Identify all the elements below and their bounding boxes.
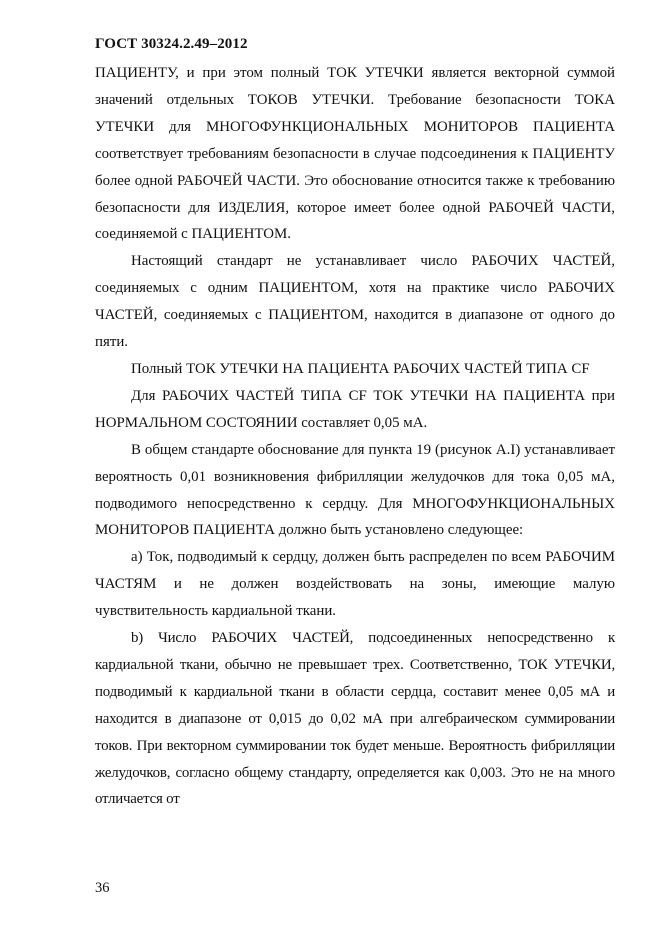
paragraph-total-leakage-heading: Полный ТОК УТЕЧКИ НА ПАЦИЕНТА РАБОЧИХ ЧАСТЕЙ ТИПА CF xyxy=(131,360,590,377)
body-text xyxy=(95,60,615,813)
page-number: 36 xyxy=(95,880,110,896)
paragraph-item-b: b) Число РАБОЧИХ ЧАСТЕЙ, подсоединенных непосредственно к кардиальной ткани, обычно не превышает трех. Соответственно, ТОК УТЕЧКИ, подводимый к кардиальной ткани в области сердца, составит менее 0,05 мА и находится в диапазоне от 0,015 до 0,02 мА при алгебраическом суммировании токов. При векторном суммировании ток будет меньше. Вероятность фибрилляции желудочков, согласно общему стандарту, определяется как 0,003. Это не на много отличается от xyxy=(95,630,615,808)
paragraph-working-parts-count: Настоящий стандарт не устанавливает число РАБОЧИХ ЧАСТЕЙ, соединяемых с одним ПАЦИЕНТОМ, хотя на практике число РАБОЧИХ ЧАСТЕЙ, соединяемых с ПАЦИЕНТОМ, находится в диапазоне от одного до пяти. xyxy=(95,253,615,351)
standard-header: ГОСТ 30324.2.49–2012 xyxy=(95,36,248,52)
paragraph-cf-leakage: Для РАБОЧИХ ЧАСТЕЙ ТИПА CF ТОК УТЕЧКИ НА ПАЦИЕНТА при НОРМАЛЬНОМ СОСТОЯНИИ составляет 0,05 мА. xyxy=(95,387,615,431)
paragraph-general-standard: В общем стандарте обоснование для пункта 19 (рисунок А.I) устанавливает вероятность 0,01 возникновения фибрилляции желудочков для тока 0,05 мА, подводимого непосредственно к сердцу. Для МНОГОФУНКЦИОНАЛЬНЫХ МОНИТОРОВ ПАЦИЕНТА должно быть установлено следующее: xyxy=(95,441,615,539)
paragraph-item-a: a) Ток, подводимый к сердцу, должен быть распределен по всем РАБОЧИМ ЧАСТЯМ и не должен воздействовать на зоны, имеющие малую чувствительность кардиальной ткани. xyxy=(95,549,615,620)
paragraph-continuation: ПАЦИЕНТУ, и при этом полный ТОК УТЕЧКИ является векторной суммой значений отдельных ТОКОВ УТЕЧКИ. Требование безопасности ТОКА УТЕЧКИ для МНОГОФУНКЦИОНАЛЬНЫХ МОНИТОРОВ ПАЦИЕНТА соответствует требованиям безопасности в случае подсоединения к ПАЦИЕНТУ более одной РАБОЧЕЙ ЧАСТИ. Это обоснование относится также к требованию безопасности для ИЗДЕЛИЯ, которое имеет более одной РАБОЧЕЙ ЧАСТИ, соединяемой с ПАЦИЕНТОМ. xyxy=(95,65,615,243)
